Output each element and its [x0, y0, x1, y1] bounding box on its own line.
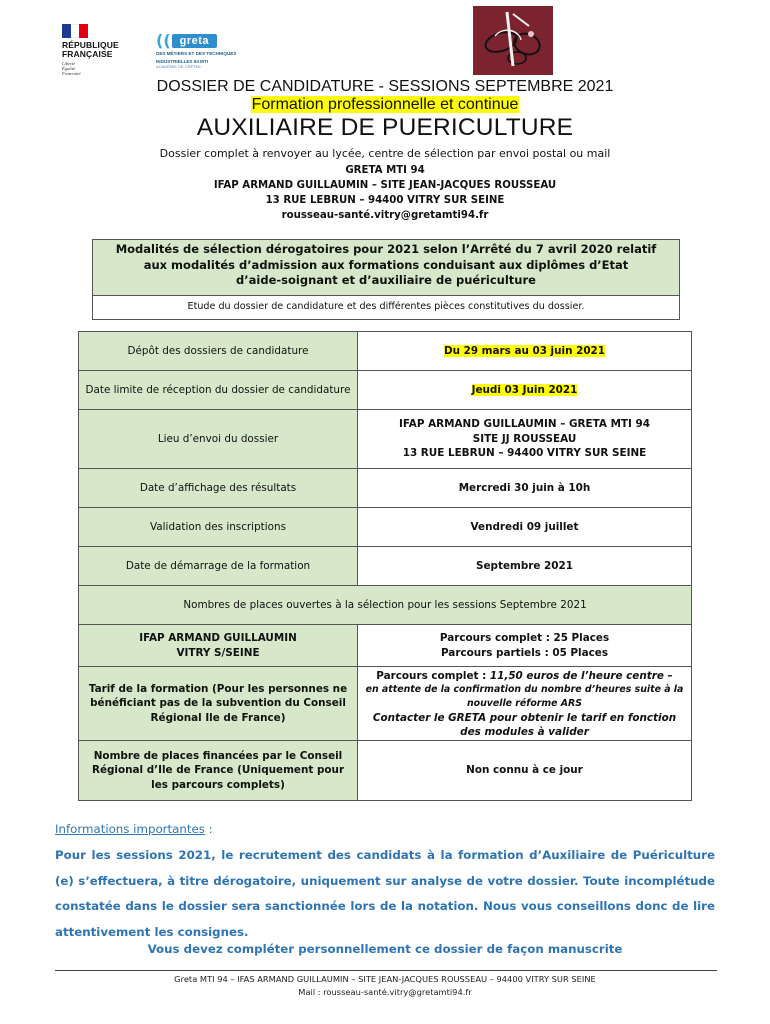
tarif-value-line1b: 11,50 euros de l’heure centre – — [489, 669, 673, 682]
tarif-value — [358, 667, 692, 741]
ifap-value-line2: Parcours partiels : 05 Places — [440, 646, 609, 659]
places-header: Nombres de places ouvertes à la sélection pour les sessions Septembre 2021 — [79, 586, 692, 625]
tarif-value-line2: en attente de la confirmation du nombre d’heures suite à la nouvelle réforme ARS — [365, 683, 684, 709]
modalities-header-line1: Modalités de sélection dérogatoires pour 2021 selon l’Arrêté du 7 avril 2020 relatif — [115, 242, 657, 256]
demarrage-value: Septembre 2021 — [358, 547, 692, 586]
lieu-value — [358, 410, 692, 469]
address-email: rousseau-santé.vitry@gretamti94.fr — [281, 210, 489, 221]
ifap-label — [79, 625, 358, 667]
info-paragraph: Pour les sessions 2021, le recrutement des candidats à la formation d’Auxiliaire de Puériculture (e) s’effectuera, à titre dérogatoire, uniquement sur analyse de votre dossier. Toute incomplétude constatée dans le dossier sera sanctionnée lors de la notation. Nous vous conseillons donc de lire attentivement les consignes. — [55, 848, 715, 939]
tarif-label: Tarif de la formation (Pour les personnes ne bénéficiant pas de la subvention du Conseil Régional Ile de France) — [79, 667, 358, 741]
rf-logo-motto — [62, 61, 134, 76]
info-handwritten-notice: Vous devez compléter personnellement ce dossier de façon manuscrite — [147, 942, 623, 956]
limit-value-text: Jeudi 03 Juin 2021 — [471, 383, 578, 396]
ifap-value — [358, 625, 692, 667]
address-org: GRETA MTI 94 — [345, 165, 425, 176]
footer-mail: Mail : rousseau-santé.vitry@gretamti94.fr — [298, 987, 472, 997]
greta-logo — [156, 31, 256, 70]
table-row-validation — [79, 508, 692, 547]
french-flag-icon — [62, 24, 88, 38]
modalities-header-line3: d’aide-soignant et d’auxiliaire de puériculture — [236, 273, 536, 287]
address-site: IFAP ARMAND GUILLAUMIN – SITE JEAN-JACQUES ROUSSEAU — [213, 180, 557, 191]
financees-value: Non connu à ce jour — [358, 741, 692, 801]
ifap-value-line1: Parcours complet : 25 Places — [439, 632, 610, 644]
lieu-value-line1: IFAP ARMAND GUILLAUMIN – GRETA MTI 94 — [399, 418, 650, 431]
modalities-body: Etude du dossier de candidature et des différentes pièces constitutives du dossier. — [187, 301, 585, 312]
rf-motto-liberte: Liberté — [62, 61, 75, 66]
footer-divider — [55, 970, 717, 971]
table-row-ifap — [79, 625, 692, 667]
greta-swirl-icon: (( — [156, 31, 171, 50]
formation-subtitle-text: Formation professionnelle et continue — [251, 96, 519, 113]
dossier-title: DOSSIER DE CANDIDATURE - SESSIONS SEPTEMBRE 2021 — [156, 78, 614, 95]
table-row-financees — [79, 741, 692, 801]
tarif-value-line3: Contacter le GRETA pour obtenir le tarif en fonction des modules à valider — [372, 711, 677, 738]
modalities-box — [92, 239, 680, 320]
table-row-demarrage — [79, 547, 692, 586]
info-title — [55, 822, 715, 836]
lieu-label: Lieu d’envoi du dossier — [79, 410, 358, 469]
table-row-lieu — [79, 410, 692, 469]
validation-label: Validation des inscriptions — [79, 508, 358, 547]
rf-logo-line2: FRANÇAISE — [62, 49, 113, 59]
republique-francaise-logo — [62, 24, 134, 76]
greta-logo-word: greta — [172, 34, 217, 48]
modalities-header-line2: aux modalités d’admission aux formations conduisant aux diplômes d’Etat — [143, 257, 629, 272]
greta-logo-sub1: DES MÉTIERS ET DES TECHNIQUES — [156, 51, 237, 56]
ifap-label-line1: IFAP ARMAND GUILLAUMIN — [139, 632, 297, 644]
info-title-text: Informations importantes — [55, 822, 205, 836]
modalities-header — [93, 240, 679, 296]
affichage-value: Mercredi 30 juin à 10h — [358, 469, 692, 508]
address-street: 13 RUE LEBRUN – 94400 VITRY SUR SEINE — [265, 195, 505, 206]
validation-value: Vendredi 09 juillet — [358, 508, 692, 547]
depot-value-text: Du 29 mars au 03 juin 2021 — [443, 344, 606, 357]
school-emblem-icon — [473, 6, 553, 75]
table-row-tarif — [79, 667, 692, 741]
table-row-limit — [79, 371, 692, 410]
depot-value — [358, 332, 692, 371]
lieu-value-line2: SITE JJ ROUSSEAU — [472, 432, 577, 445]
info-title-suffix: : — [204, 822, 213, 836]
rf-motto-egalite: Égalité — [62, 66, 75, 71]
table-row-places-header — [79, 586, 692, 625]
table-row-affichage — [79, 469, 692, 508]
affichage-label: Date d’affichage des résultats — [79, 469, 358, 508]
depot-label: Dépôt des dossiers de candidature — [79, 332, 358, 371]
rf-motto-fraternite: Fraternité — [62, 71, 81, 76]
school-emblem-drawing — [473, 6, 553, 75]
tarif-value-line1a: Parcours complet : — [376, 669, 490, 682]
limit-label: Date limite de réception du dossier de candidature — [79, 371, 358, 410]
footer-address: Greta MTI 94 – IFAS ARMAND GUILLAUMIN – SITE JEAN-JACQUES ROUSSEAU – 94400 VITRY SUR SEINE — [174, 974, 596, 984]
table-row-depot — [79, 332, 692, 371]
demarrage-label: Date de démarrage de la formation — [79, 547, 358, 586]
address-intro: Dossier complet à renvoyer au lycée, centre de sélection par envoi postal ou mail — [159, 147, 611, 160]
main-title: AUXILIAIRE DE PUERICULTURE — [196, 114, 574, 141]
schedule-table — [78, 331, 692, 801]
ifap-label-line2: VITRY S/SEINE — [176, 646, 260, 659]
rf-logo-line1: RÉPUBLIQUE — [62, 40, 119, 50]
financees-label: Nombre de places financées par le Conseil Régional d’Ile de France (Uniquement pour les parcours complets) — [79, 741, 358, 801]
lieu-value-line3: 13 RUE LEBRUN – 94400 VITRY SUR SEINE — [402, 447, 647, 460]
limit-value — [358, 371, 692, 410]
greta-logo-sub3: ACADÉMIE DE CRÉTEIL — [156, 64, 202, 70]
formation-subtitle — [0, 96, 770, 114]
greta-logo-sub2: INDUSTRIELLES 94 MTI — [156, 59, 209, 65]
